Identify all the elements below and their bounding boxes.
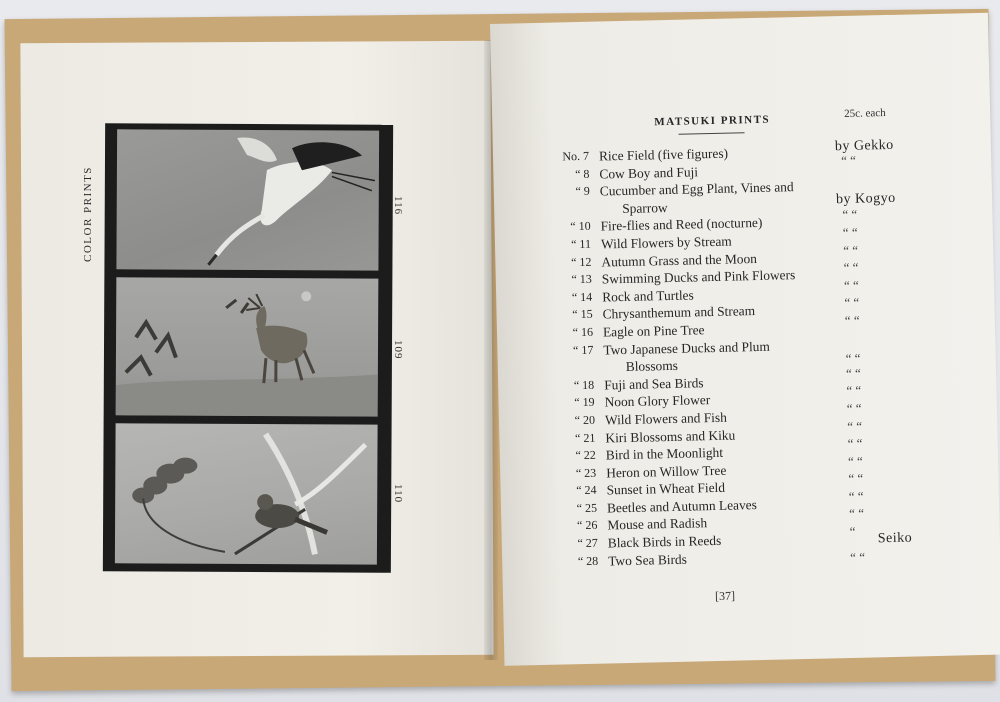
print-number: “ 9 [575,183,590,199]
print-title: Fuji and Sea Birds [604,374,704,393]
ditto-marks: “ “ [843,242,859,258]
artist-name: by Kogyo [835,191,896,208]
print-number: “ 11 [570,236,592,252]
print-number: No. 7 [562,148,590,164]
print-number: “ 27 [577,535,598,551]
print-number: “ 14 [571,289,593,304]
plate-photograph-frame [103,123,393,573]
print-title: Autumn Grass and the Moon [601,250,758,270]
ditto-marks: “ “ [847,418,863,434]
print-title: Beetles and Autumn Leaves [606,496,758,516]
ditto-marks: “ [849,523,856,540]
print-number: “ 21 [574,430,596,445]
print-number: “ 12 [570,254,592,269]
print-title: Sunset in Wheat Field [606,480,726,498]
print-title: Swimming Ducks and Pink Flowers [601,267,796,287]
print-number: “ 10 [570,219,591,234]
ditto-marks: “ “ [845,365,861,381]
ditto-marks: “ “ [846,400,862,416]
plate-number-116: 116 [392,196,404,216]
plate-number-110: 110 [392,484,404,504]
ditto-marks: “ “ [844,295,860,311]
plate-crane-image [116,129,379,270]
print-title: Chrysanthemum and Stream [602,303,756,322]
ditto-marks: “ “ [847,435,863,452]
print-title: Wild Flowers and Fish [604,409,727,428]
print-title: Cow Boy and Fuji [599,163,699,182]
title-rule [679,132,745,134]
print-number: “ 26 [576,518,598,533]
print-title: Heron on Willow Tree [606,462,727,481]
print-title: Black Birds in Reeds [607,532,722,551]
print-title-continued: Sparrow [622,199,668,216]
plate-deer-image [116,277,379,416]
print-title: Noon Glory Flower [604,392,711,410]
artist-name: by Gekko [834,137,894,155]
print-number: “ 23 [575,465,597,480]
artist-name: Seiko [877,530,913,547]
price-note: 25c. each [843,107,886,120]
print-title: Two Sea Birds [608,551,688,569]
ditto-marks: “ “ [849,506,865,522]
print-number: “ 20 [574,412,596,428]
print-number: “ 17 [572,342,594,357]
print-number: “ 18 [573,377,595,392]
print-title: Eagle on Pine Tree [602,322,705,340]
print-title: Wild Flowers by Stream [600,233,732,252]
plate-bird-on-reed-image [115,423,378,564]
print-title: Rock and Turtles [602,287,694,305]
print-number: “ 15 [572,307,593,322]
print-title: Mouse and Radish [607,515,708,533]
print-number: “ 22 [575,447,596,463]
section-title: COLOR PRINTS [82,166,94,262]
print-number: “ 25 [576,500,598,516]
print-list [549,139,978,571]
ditto-marks: “ “ [843,277,859,293]
print-title: Kiri Blossoms and Kiku [605,427,736,445]
print-number: “ 8 [574,166,590,181]
ditto-marks: “ “ [847,453,863,469]
ditto-marks: “ “ [850,549,866,565]
catalog-title: MATSUKI PRINTS [654,113,771,129]
print-title: Bird in the Moonlight [605,444,724,463]
print-number: “ 16 [572,324,594,340]
plate-number-109: 109 [392,340,404,360]
page-number: [37] [714,588,736,604]
ditto-marks: “ “ [842,207,858,223]
print-title-continued: Blossoms [625,357,679,375]
print-number: “ 24 [576,482,597,498]
print-number: “ 19 [574,395,595,410]
print-number: “ 28 [577,553,599,568]
right-page [490,13,1000,666]
print-number: “ 13 [571,271,592,287]
print-title: Two Japanese Ducks and Plum [603,338,770,358]
ditto-marks: “ “ [842,224,858,241]
ditto-marks: “ “ [845,350,861,366]
print-title: Cucumber and Egg Plant, Vines and [599,179,794,199]
ditto-marks: “ “ [848,470,864,487]
ditto-marks: “ “ [848,488,864,504]
ditto-marks: “ “ [846,382,862,399]
ditto-marks: “ “ [843,259,859,276]
print-title: Rice Field (five figures) [598,145,729,164]
ditto-marks: “ “ [844,312,860,328]
print-title: Fire-flies and Reed (nocturne) [600,215,763,234]
ditto-marks: “ “ [841,152,857,168]
